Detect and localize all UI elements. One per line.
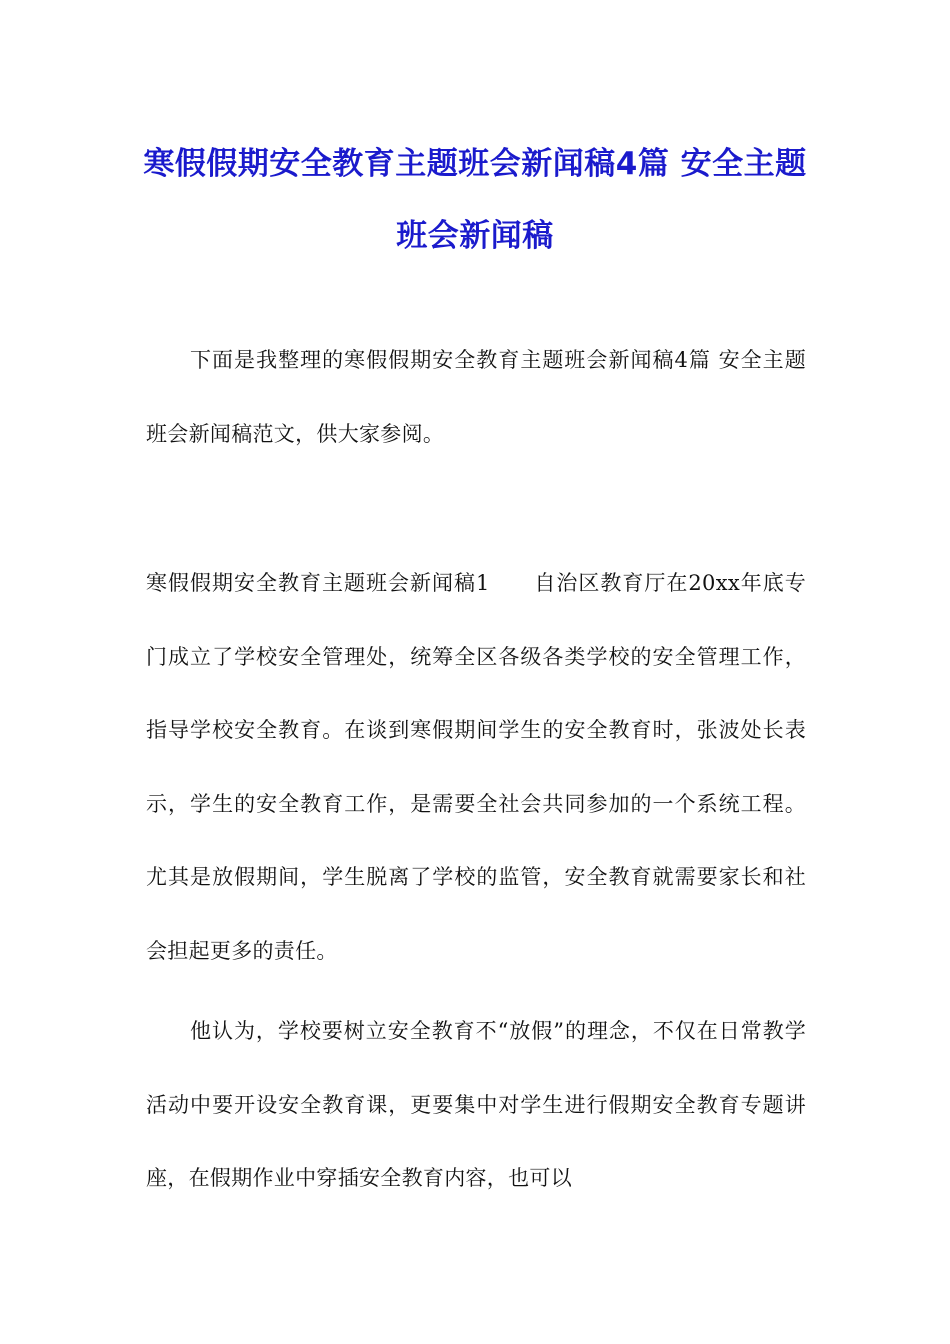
intro-paragraph: 下面是我整理的寒假假期安全教育主题班会新闻稿4篇 安全主题班会新闻稿范文，供大家参阅。 xyxy=(146,348,806,446)
body-paragraph-2: 他认为，学校要树立安全教育不“放假”的理念，不仅在日常教学活动中要开设安全教育课，更要集中对学生进行假期安全教育专题讲座，在假期作业中穿插安全教育内容，也可以 xyxy=(146,1019,806,1190)
document-title: 寒假假期安全教育主题班会新闻稿4篇 安全主题班会新闻稿 xyxy=(143,146,807,254)
body-paragraph-1: 寒假假期安全教育主题班会新闻稿1 自治区教育厅在20xx年底专门成立了学校安全管理处，统筹全区各级各类学校的安全管理工作，指导学校安全教育。在谈到寒假期间学生的安全教育时，张波处长表示，学生的安全教育工作，是需要全社会共同参加的一个系统工程。尤其是放假期间，学生脱离了学校的监管，安全教育就需要家长和社会担起更多的责任。 xyxy=(146,571,806,963)
